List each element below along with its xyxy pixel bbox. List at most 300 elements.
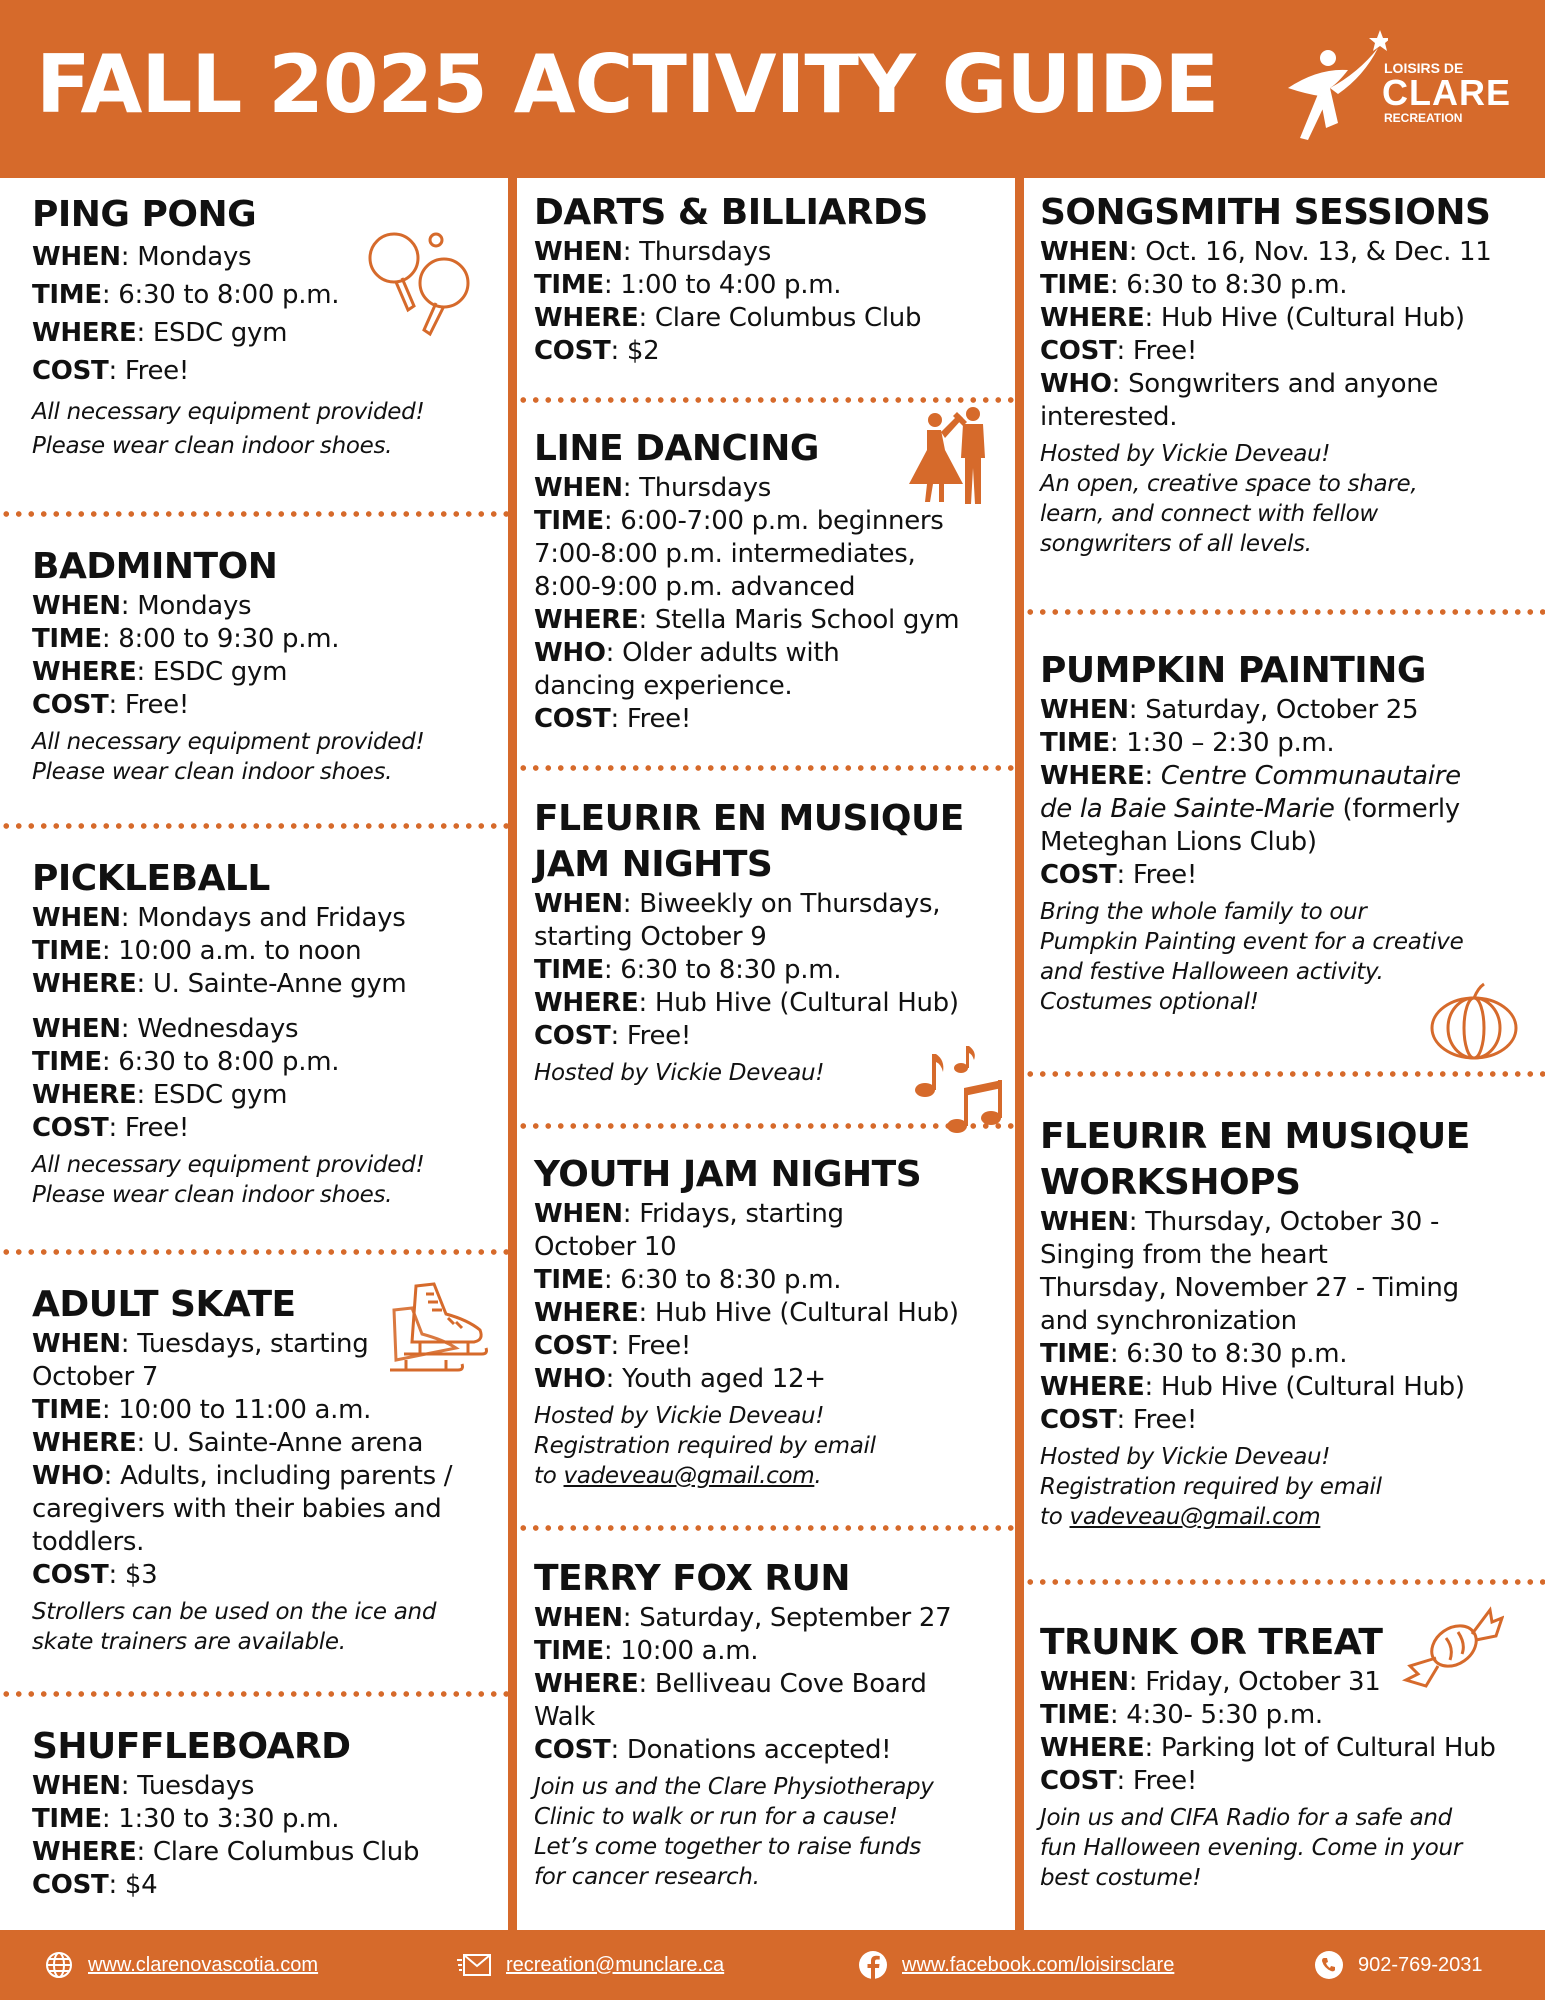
- activity-title-line-2: WORKSHOPS: [1040, 1162, 1301, 1203]
- activity-detail: [534, 703, 1032, 736]
- field-label: WHEN: [32, 903, 121, 933]
- activity-detail: [32, 1770, 540, 1803]
- activity-detail: [1040, 859, 1545, 892]
- activity-fleurir-workshops: [1040, 1114, 1545, 1532]
- activity-detail: starting October 9: [534, 922, 767, 952]
- activity-title: LINE DANCING: [534, 428, 819, 469]
- field-label: WHEN: [534, 1603, 623, 1633]
- field-value: : Mondays and Fridays: [120, 903, 406, 933]
- section-divider: [517, 764, 1015, 772]
- activity-pickleball: [32, 856, 540, 1210]
- dancing-couple-icon: [905, 404, 1001, 506]
- activity-detail: [32, 590, 540, 623]
- field-label: WHEN: [1040, 695, 1129, 725]
- footer-phone[interactable]: [1314, 1930, 1483, 2000]
- activity-note: Strollers can be used on the ice and: [32, 1599, 437, 1625]
- activity-title: TRUNK OR TREAT: [1040, 1622, 1383, 1663]
- ice-skate-icon: [388, 1278, 498, 1378]
- field-label: COST: [534, 1331, 611, 1361]
- field-label: WHERE: [1040, 761, 1145, 791]
- activity-title: PUMPKIN PAINTING: [1040, 650, 1426, 691]
- field-label: TIME: [1040, 728, 1110, 758]
- field-value: : $4: [108, 1870, 158, 1900]
- field-value: : Belliveau Cove Board: [638, 1669, 927, 1699]
- activity-detail: [1040, 302, 1545, 335]
- activity-note: All necessary equipment provided!: [32, 399, 425, 425]
- field-label: WHO: [32, 1461, 104, 1491]
- activity-detail: [534, 604, 1032, 637]
- activity-note: Hosted by Vickie Deveau!: [1040, 441, 1331, 467]
- field-value: : Clare Columbus Club: [136, 1837, 420, 1867]
- section-divider: [0, 1690, 508, 1698]
- activity-note: Please wear clean indoor shoes.: [32, 759, 393, 785]
- field-value: : 10:00 a.m.: [603, 1636, 759, 1666]
- field-label: COST: [1040, 1766, 1117, 1796]
- activity-note: An open, creative space to share,: [1040, 471, 1418, 497]
- activity-detail: [1040, 760, 1545, 793]
- activity-detail: October 10: [534, 1232, 677, 1262]
- field-label: COST: [32, 1870, 109, 1900]
- activity-detail: [534, 505, 1032, 538]
- facebook-link[interactable]: www.facebook.com/loisirsclare: [902, 1953, 1175, 1976]
- field-value: : Songwriters and anyone: [1111, 369, 1439, 399]
- activity-detail: [534, 888, 1032, 921]
- field-label: WHEN: [534, 1199, 623, 1229]
- logo-line-3: RECREATION: [1384, 111, 1463, 125]
- field-label: WHEN: [32, 1771, 121, 1801]
- activity-note: Hosted by Vickie Deveau!: [534, 1060, 825, 1086]
- field-value: : Friday, October 31: [1128, 1667, 1381, 1697]
- field-label: COST: [534, 1735, 611, 1765]
- activity-pumpkin-painting: [1040, 648, 1545, 1017]
- field-value: : Thursday, October 30 -: [1128, 1207, 1440, 1237]
- activity-note: songwriters of all levels.: [1040, 531, 1312, 557]
- activity-note: Join us and the Clare Physiotherapy: [534, 1774, 934, 1800]
- phone-number[interactable]: 902-769-2031: [1358, 1953, 1483, 1976]
- field-value: : 6:30 to 8:30 p.m.: [1109, 1339, 1348, 1369]
- activity-title: SONGSMITH SESSIONS: [1040, 192, 1491, 233]
- field-label: COST: [32, 1560, 109, 1590]
- field-label: WHEN: [1040, 237, 1129, 267]
- activity-detail: [32, 1013, 540, 1046]
- field-label: TIME: [32, 280, 102, 310]
- field-label: WHEN: [32, 1329, 121, 1359]
- spacer: [32, 1001, 540, 1013]
- field-label: TIME: [32, 1047, 102, 1077]
- field-label: TIME: [1040, 270, 1110, 300]
- field-value: : 6:30 to 8:30 p.m.: [603, 1265, 842, 1295]
- field-label: WHERE: [32, 657, 137, 687]
- section-divider: [1024, 608, 1545, 616]
- activity-detail: [32, 623, 540, 656]
- field-value: : $3: [108, 1560, 158, 1590]
- logo-line-1: LOISIRS DE: [1384, 60, 1464, 76]
- field-value: .: [814, 1463, 822, 1489]
- activity-note: Bring the whole family to our: [1040, 899, 1367, 925]
- field-label: TIME: [534, 1636, 604, 1666]
- field-label: WHERE: [534, 1298, 639, 1328]
- field-label: TIME: [1040, 1700, 1110, 1730]
- activity-detail: [1040, 368, 1545, 401]
- activity-title-line-2: JAM NIGHTS: [534, 844, 773, 885]
- activity-detail: interested.: [1040, 402, 1178, 432]
- field-label: WHERE: [1040, 303, 1145, 333]
- field-value: : Donations accepted!: [610, 1735, 892, 1765]
- website-link[interactable]: www.clarenovascotia.com: [88, 1953, 319, 1976]
- field-value: : 6:00-7:00 p.m. beginners: [603, 506, 944, 536]
- field-label: COST: [1040, 336, 1117, 366]
- field-label: TIME: [32, 1804, 102, 1834]
- field-value: : 1:30 to 3:30 p.m.: [101, 1804, 340, 1834]
- activity-note: learn, and connect with fellow: [1040, 501, 1378, 527]
- activity-detail: [1040, 1765, 1545, 1798]
- activity-detail: [534, 954, 1032, 987]
- activity-detail: [1040, 269, 1545, 302]
- envelope-icon: [456, 1952, 492, 1978]
- activity-note: Pumpkin Painting event for a creative: [1040, 929, 1464, 955]
- field-label: WHEN: [32, 1014, 121, 1044]
- activity-songsmith-sessions: [1040, 190, 1545, 559]
- field-value: : Free!: [108, 690, 189, 720]
- field-value: : ESDC gym: [136, 657, 288, 687]
- field-value: : Oct. 16, Nov. 13, & Dec. 11: [1128, 237, 1492, 267]
- activity-title: BADMINTON: [32, 546, 278, 587]
- field-value: : Stella Maris School gym: [638, 605, 960, 635]
- field-label: WHO: [1040, 369, 1112, 399]
- activity-detail: 8:00-9:00 p.m. advanced: [534, 572, 856, 602]
- field-label: WHERE: [1040, 1733, 1145, 1763]
- field-label: WHEN: [534, 889, 623, 919]
- activity-detail: [32, 1559, 540, 1592]
- field-value: : ESDC gym: [136, 1080, 288, 1110]
- field-value: : Free!: [1116, 1766, 1197, 1796]
- field-value: : 4:30- 5:30 p.m.: [1109, 1700, 1323, 1730]
- activity-detail: [1040, 236, 1545, 269]
- activity-detail: [1040, 793, 1545, 826]
- activity-detail: [32, 1460, 540, 1493]
- activity-detail: [534, 1330, 1032, 1363]
- activity-detail: 7:00-8:00 p.m. intermediates,: [534, 539, 916, 569]
- activity-detail: [534, 1668, 1032, 1701]
- page-title: FALL 2025 ACTIVITY GUIDE: [36, 38, 1219, 131]
- activity-detail: [32, 1079, 540, 1112]
- field-value: : U. Sainte-Anne gym: [136, 969, 407, 999]
- activity-detail: Walk: [534, 1702, 596, 1732]
- field-value: : Hub Hive (Cultural Hub): [638, 988, 959, 1018]
- section-divider: [0, 510, 508, 518]
- activity-detail: [1040, 1732, 1545, 1765]
- activity-detail: [534, 1198, 1032, 1231]
- field-value: : Biweekly on Thursdays,: [622, 889, 941, 919]
- field-label: COST: [32, 1113, 109, 1143]
- section-divider: [0, 1248, 508, 1256]
- email-link[interactable]: vadeveau@gmail.com: [563, 1463, 815, 1489]
- field-value: : Mondays: [120, 242, 252, 272]
- activity-note: best costume!: [1040, 1865, 1202, 1891]
- field-label: WHERE: [534, 605, 639, 635]
- activity-detail: caregivers with their babies and: [32, 1494, 442, 1524]
- activity-note: Hosted by Vickie Deveau!: [1040, 1444, 1331, 1470]
- activity-note: Let’s come together to raise funds: [534, 1834, 921, 1860]
- field-label: WHERE: [32, 1837, 137, 1867]
- field-label: COST: [534, 704, 611, 734]
- field-value: : Hub Hive (Cultural Hub): [638, 1298, 959, 1328]
- header-banner: [0, 0, 1545, 178]
- field-label: COST: [32, 690, 109, 720]
- activity-note: Registration required by email: [1040, 1474, 1382, 1500]
- activity-detail: October 7: [32, 1362, 159, 1392]
- phone-icon: [1314, 1950, 1344, 1980]
- activity-detail: toddlers.: [32, 1527, 145, 1557]
- field-value: : Free!: [1116, 860, 1197, 890]
- field-value: : Wednesdays: [120, 1014, 299, 1044]
- field-label: WHEN: [1040, 1667, 1129, 1697]
- field-label: TIME: [534, 270, 604, 300]
- activity-detail: [1040, 727, 1545, 760]
- activity-detail: [534, 1602, 1032, 1635]
- field-value: : 10:00 to 11:00 a.m.: [101, 1395, 372, 1425]
- activity-detail: [534, 1734, 1032, 1767]
- field-value: : Adults, including parents /: [103, 1461, 453, 1491]
- activity-shuffleboard: [32, 1724, 540, 1902]
- candy-icon: [1400, 1604, 1504, 1690]
- activity-note: Please wear clean indoor shoes.: [32, 1182, 393, 1208]
- activity-detail: Meteghan Lions Club): [1040, 827, 1317, 857]
- activity-detail: [1040, 1404, 1545, 1437]
- field-label: WHERE: [534, 988, 639, 1018]
- field-value: : 10:00 a.m. to noon: [101, 936, 362, 966]
- field-label: COST: [1040, 860, 1117, 890]
- field-value: Centre Communautaire: [1160, 761, 1461, 791]
- activity-note: [1040, 1502, 1545, 1532]
- field-label: TIME: [1040, 1339, 1110, 1369]
- activity-note: Hosted by Vickie Deveau!: [534, 1403, 825, 1429]
- activity-badminton: [32, 544, 540, 787]
- activity-detail: [534, 1264, 1032, 1297]
- field-value: : 6:30 to 8:30 p.m.: [603, 955, 842, 985]
- activity-detail: [534, 335, 1032, 368]
- field-value: : Free!: [610, 1021, 691, 1051]
- field-value: : Hub Hive (Cultural Hub): [1144, 1372, 1465, 1402]
- activity-title: PING PONG: [32, 194, 257, 235]
- ping-pong-paddles-icon: [366, 228, 486, 338]
- activity-detail: [1040, 335, 1545, 368]
- field-value: : Free!: [610, 1331, 691, 1361]
- field-label: WHO: [534, 638, 606, 668]
- globe-icon: [44, 1950, 74, 1980]
- activity-title: DARTS & BILLIARDS: [534, 192, 928, 233]
- section-divider: [1024, 1070, 1545, 1078]
- field-value: : Clare Columbus Club: [638, 303, 922, 333]
- activity-detail: dancing experience.: [534, 671, 793, 701]
- activity-detail: [1040, 1206, 1545, 1239]
- column-right: [1024, 178, 1545, 1930]
- email-link[interactable]: vadeveau@gmail.com: [1069, 1504, 1321, 1530]
- activity-title: PICKLEBALL: [32, 858, 270, 899]
- field-label: TIME: [534, 1265, 604, 1295]
- activity-darts-billiards: [534, 190, 1032, 368]
- field-label: WHERE: [534, 1669, 639, 1699]
- activity-detail: [32, 902, 540, 935]
- field-value: to: [1040, 1504, 1070, 1530]
- field-value: : Mondays: [120, 591, 252, 621]
- field-value: : ESDC gym: [136, 318, 288, 348]
- activity-detail: [32, 1046, 540, 1079]
- field-label: WHEN: [32, 242, 121, 272]
- activity-detail: [32, 1869, 540, 1902]
- activity-note: All necessary equipment provided!: [32, 729, 425, 755]
- field-value: : Free!: [1116, 1405, 1197, 1435]
- activity-detail: Thursday, November 27 - Timing: [1040, 1273, 1459, 1303]
- activity-fleurir-jam-nights: [534, 796, 1032, 1088]
- field-value: : 1:30 – 2:30 p.m.: [1109, 728, 1335, 758]
- activity-title: FLEURIR EN MUSIQUE: [534, 798, 964, 839]
- email-link[interactable]: recreation@munclare.ca: [506, 1953, 725, 1976]
- activity-detail: Singing from the heart: [1040, 1240, 1328, 1270]
- logo-line-2: CLARE: [1382, 72, 1511, 113]
- activity-detail: [1040, 1371, 1545, 1404]
- activity-detail: [1040, 694, 1545, 727]
- field-label: WHERE: [32, 318, 137, 348]
- pumpkin-icon: [1428, 982, 1520, 1062]
- field-label: COST: [534, 336, 611, 366]
- field-value: : Thursdays: [622, 237, 771, 267]
- section-divider: [1024, 1578, 1545, 1586]
- activity-detail: [1040, 1699, 1545, 1732]
- activity-title: YOUTH JAM NIGHTS: [534, 1154, 922, 1195]
- field-value: : Youth aged 12+: [605, 1364, 826, 1394]
- field-label: WHEN: [534, 237, 623, 267]
- activity-detail: [32, 968, 540, 1001]
- activity-detail: [32, 1112, 540, 1145]
- field-value: (formerly: [1334, 794, 1460, 824]
- field-value: : Tuesdays: [120, 1771, 255, 1801]
- field-value: : Fridays, starting: [622, 1199, 844, 1229]
- field-value: : U. Sainte-Anne arena: [136, 1428, 424, 1458]
- field-value: : Parking lot of Cultural Hub: [1144, 1733, 1496, 1763]
- activity-note: and festive Halloween activity.: [1040, 959, 1384, 985]
- field-value: : Older adults with: [605, 638, 840, 668]
- logo-figure-icon: [1278, 28, 1388, 160]
- section-divider: [517, 1524, 1015, 1532]
- field-value: : Free!: [610, 704, 691, 734]
- activity-detail: [534, 302, 1032, 335]
- field-value: : Tuesdays, starting: [120, 1329, 369, 1359]
- section-divider: [517, 396, 1015, 404]
- field-label: COST: [534, 1021, 611, 1051]
- activity-note: for cancer research.: [534, 1864, 760, 1890]
- activity-title: FLEURIR EN MUSIQUE: [1040, 1116, 1470, 1157]
- field-value: : 8:00 to 9:30 p.m.: [101, 624, 340, 654]
- activity-detail: [32, 1394, 540, 1427]
- field-value: : 6:30 to 8:00 p.m.: [101, 280, 340, 310]
- field-value: : Hub Hive (Cultural Hub): [1144, 303, 1465, 333]
- field-label: WHEN: [534, 473, 623, 503]
- activity-detail: [1040, 1338, 1545, 1371]
- footer-website[interactable]: [44, 1930, 318, 2000]
- footer-bar: [0, 1930, 1545, 2000]
- field-label: WHERE: [534, 303, 639, 333]
- activity-detail: [534, 236, 1032, 269]
- activity-detail: [534, 987, 1032, 1020]
- field-label: TIME: [32, 936, 102, 966]
- field-label: WHO: [534, 1364, 606, 1394]
- section-divider: [0, 822, 508, 830]
- field-value: : Free!: [108, 1113, 189, 1143]
- field-value: : Free!: [1116, 336, 1197, 366]
- activity-note: Costumes optional!: [1040, 989, 1259, 1015]
- activity-detail: and synchronization: [1040, 1306, 1297, 1336]
- loisirs-de-clare-logo: [1278, 28, 1518, 160]
- activity-detail: [534, 1297, 1032, 1330]
- field-label: TIME: [534, 506, 604, 536]
- field-label: TIME: [534, 955, 604, 985]
- activity-detail: [32, 1803, 540, 1836]
- footer-email[interactable]: [456, 1930, 724, 2000]
- field-value: : Saturday, October 25: [1128, 695, 1419, 725]
- field-value: : 6:30 to 8:00 p.m.: [101, 1047, 340, 1077]
- footer-facebook[interactable]: [858, 1930, 1174, 2000]
- facebook-icon: [858, 1950, 888, 1980]
- activity-title: SHUFFLEBOARD: [32, 1726, 351, 1767]
- activity-detail: [32, 1427, 540, 1460]
- activity-detail: [534, 1363, 1032, 1396]
- field-label: TIME: [32, 624, 102, 654]
- field-value: to: [534, 1463, 564, 1489]
- activity-detail: [32, 1836, 540, 1869]
- activity-title: ADULT SKATE: [32, 1284, 296, 1325]
- field-label: WHEN: [32, 591, 121, 621]
- activity-detail: [32, 656, 540, 689]
- activity-note: Join us and CIFA Radio for a safe and: [1040, 1805, 1452, 1831]
- field-label: WHEN: [1040, 1207, 1129, 1237]
- column-left: [0, 178, 508, 1930]
- activity-terry-fox-run: [534, 1556, 1032, 1892]
- activity-detail: [32, 689, 540, 722]
- activity-detail: [534, 1635, 1032, 1668]
- field-value: de la Baie Sainte-Marie: [1040, 794, 1335, 824]
- activity-note: Please wear clean indoor shoes.: [32, 433, 393, 459]
- field-value: : 6:30 to 8:30 p.m.: [1109, 270, 1348, 300]
- column-middle: [517, 178, 1015, 1930]
- field-label: COST: [1040, 1405, 1117, 1435]
- field-value: : 1:00 to 4:00 p.m.: [603, 270, 842, 300]
- activity-note: fun Halloween evening. Come in your: [1040, 1835, 1462, 1861]
- activity-detail: [32, 935, 540, 968]
- activity-detail: [534, 637, 1032, 670]
- activity-note: [534, 1461, 1032, 1491]
- activity-note: Clinic to walk or run for a cause!: [534, 1804, 898, 1830]
- activity-youth-jam-nights: [534, 1152, 1032, 1491]
- field-value: : $2: [610, 336, 660, 366]
- activity-detail: [534, 269, 1032, 302]
- field-value: : Saturday, September 27: [622, 1603, 952, 1633]
- field-label: WHERE: [1040, 1372, 1145, 1402]
- field-label: WHERE: [32, 1428, 137, 1458]
- field-value: : Thursdays: [622, 473, 771, 503]
- field-value: :: [1144, 761, 1161, 791]
- field-label: WHERE: [32, 969, 137, 999]
- activity-detail: [32, 352, 540, 390]
- activity-note: Registration required by email: [534, 1433, 876, 1459]
- activity-note: skate trainers are available.: [32, 1629, 346, 1655]
- field-label: TIME: [32, 1395, 102, 1425]
- field-label: COST: [32, 356, 109, 386]
- section-divider: [517, 1122, 1015, 1130]
- field-value: : Free!: [108, 356, 189, 386]
- field-label: WHERE: [32, 1080, 137, 1110]
- activity-title: TERRY FOX RUN: [534, 1558, 851, 1599]
